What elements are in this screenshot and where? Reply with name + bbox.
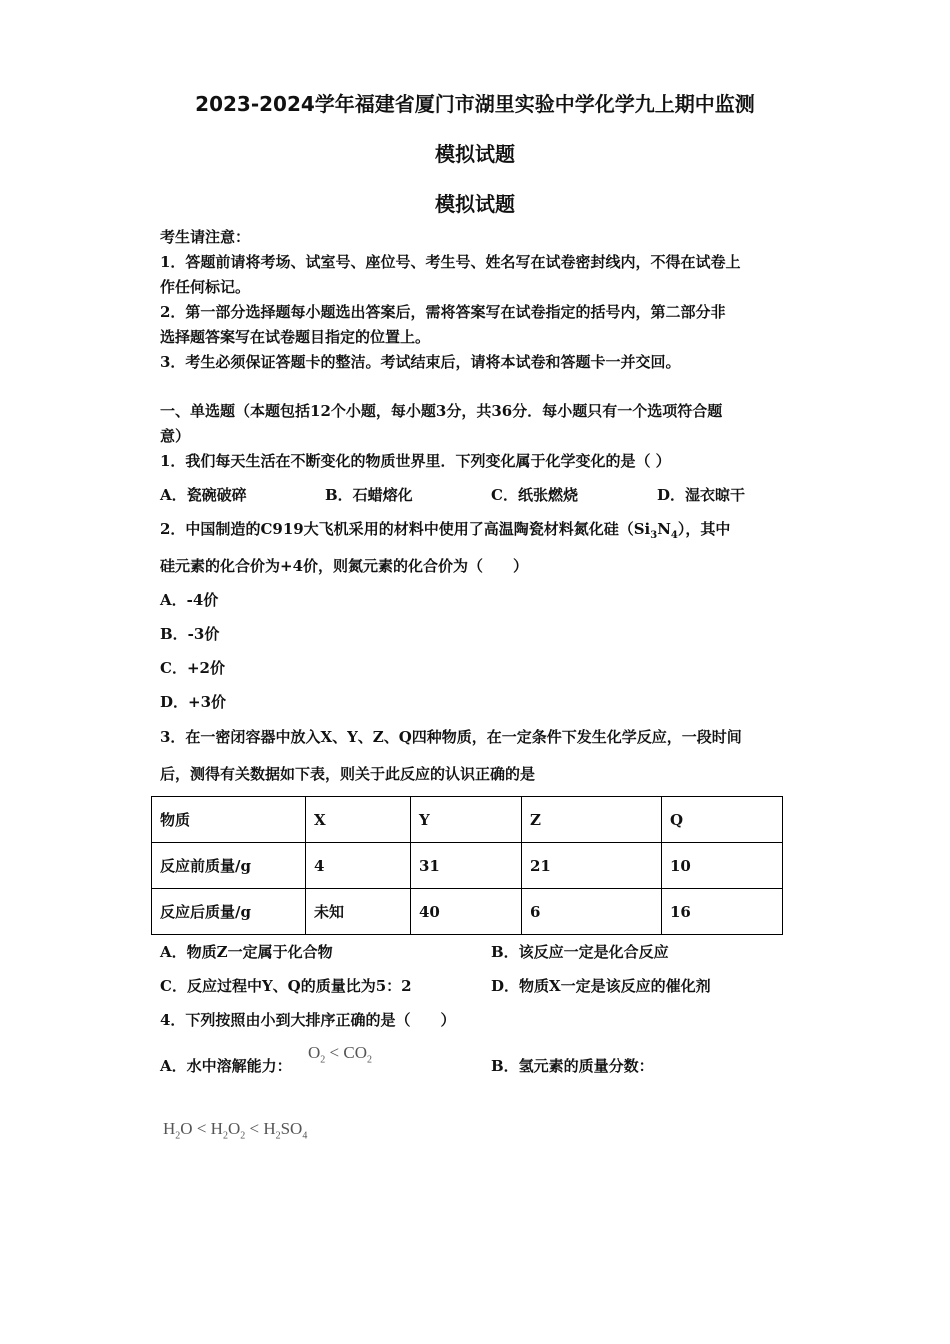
section1-heading-a: 一、单选题（本题包括12个小题，每小题3分，共36分．每小题只有一个选项符合题: [160, 402, 723, 420]
q3-stem-b: 后，测得有关数据如下表，则关于此反应的认识正确的是: [160, 765, 536, 783]
table-cell: 未知: [306, 889, 411, 935]
q2-option-c: C．+2价: [160, 659, 225, 677]
formula-sub: 2: [240, 1130, 246, 1142]
notice-item3: 3．考生必须保证答题卡的整洁。考试结束后，请将本试卷和答题卡一并交回。: [160, 353, 681, 371]
table-cell: X: [306, 797, 411, 843]
q2-option-d: D．+3价: [160, 693, 227, 711]
notice-item2-b: 选择题答案写在试卷题目指定的位置上。: [160, 328, 431, 346]
formula-part: CO: [343, 1043, 367, 1062]
table-cell: 反应后质量/g: [152, 889, 306, 935]
table-cell: Y: [411, 797, 522, 843]
table-cell: 6: [522, 889, 662, 935]
table-cell: Z: [522, 797, 662, 843]
formula-part: <: [245, 1119, 264, 1138]
q2-formula-n: N: [657, 520, 671, 538]
q4-option-a-formula: [308, 1043, 372, 1065]
q1-option-a: A．瓷碗破碎: [160, 486, 247, 504]
q2-option-a: A．-4价: [160, 591, 219, 609]
q2-formula-sub1: 3: [650, 530, 658, 541]
formula-part: SO: [280, 1119, 303, 1138]
notice-item2-a: 2．第一部分选择题每小题选出答案后，需将答案写在试卷指定的括号内，第二部分非: [160, 303, 726, 321]
table-cell: 物质: [152, 797, 306, 843]
table-cell: 4: [306, 843, 411, 889]
q1-option-b: B．石蜡熔化: [325, 486, 413, 504]
formula-sub: 2: [275, 1130, 281, 1142]
table-cell: Q: [662, 797, 783, 843]
q2-option-b: B．-3价: [160, 625, 220, 643]
exam-title-line2: 模拟试题: [435, 142, 515, 166]
table-row: [152, 843, 783, 889]
q2-formula-sub2: 4: [670, 530, 678, 541]
q3-option-c: C．反应过程中Y、Q的质量比为5：2: [160, 977, 412, 995]
notice-item1-a: 1．答题前请将考场、试室号、座位号、考生号、姓名写在试卷密封线内，不得在试卷上: [160, 253, 741, 271]
section1-heading-b: 意）: [160, 427, 191, 445]
q2-stem-a-pre: 2．中国制造的C919大飞机采用的材料中使用了高温陶瓷材料氮化硅（Si: [160, 520, 651, 538]
formula-sub: 2: [367, 1054, 372, 1066]
formula-part: O: [227, 1119, 241, 1138]
q2-stem-a-post: ），其中: [677, 520, 731, 538]
table-cell: 16: [662, 889, 783, 935]
q4-option-b-formula: [163, 1119, 307, 1141]
q3-option-a: A．物质Z一定属于化合物: [160, 943, 333, 961]
q4-option-a: A．水中溶解能力：: [160, 1057, 292, 1075]
formula-part: H: [263, 1119, 276, 1138]
formula-sub: 2: [320, 1054, 326, 1066]
table-header-row: [152, 797, 783, 843]
q1-option-d: D．湿衣晾干: [657, 486, 746, 504]
formula-sub: 2: [222, 1130, 228, 1142]
q4-stem: 4．下列按照由小到大排序正确的是（ ）: [160, 1011, 456, 1029]
table-cell: 31: [411, 843, 522, 889]
formula-part: O: [308, 1043, 321, 1062]
table-cell: 21: [522, 843, 662, 889]
exam-title-line3: 模拟试题: [435, 192, 515, 216]
q1-option-c: C．纸张燃烧: [491, 486, 578, 504]
q2-stem-b: 硅元素的化合价为+4价，则氮元素的化合价为（ ）: [160, 557, 529, 575]
notice-heading: 考生请注意：: [160, 228, 251, 246]
q3-option-b: B．该反应一定是化合反应: [491, 943, 669, 961]
formula-sub: 2: [175, 1130, 181, 1142]
table-cell: 40: [411, 889, 522, 935]
q2-stem-a: [160, 519, 730, 546]
table-cell: 10: [662, 843, 783, 889]
formula-part: <: [192, 1119, 211, 1138]
table-cell: 反应前质量/g: [152, 843, 306, 889]
q3-data-table: [151, 796, 783, 935]
q3-option-d: D．物质X一定是该反应的催化剂: [491, 977, 711, 995]
formula-part: H: [163, 1119, 176, 1138]
formula-part: <: [325, 1043, 344, 1062]
formula-part: O: [180, 1119, 193, 1138]
formula-part: H: [210, 1119, 223, 1138]
q1-stem: 1．我们每天生活在不断变化的物质世界里．下列变化属于化学变化的是（ ）: [160, 452, 671, 470]
notice-item1-b: 作任何标记。: [160, 278, 251, 296]
exam-title-line1: 2023-2024学年福建省厦门市湖里实验中学化学九上期中监测: [195, 92, 755, 116]
table-row: [152, 889, 783, 935]
formula-sub: 4: [302, 1130, 308, 1142]
q4-option-b: B．氢元素的质量分数：: [491, 1057, 654, 1075]
q3-stem-a: 3．在一密闭容器中放入X、Y、Z、Q四种物质，在一定条件下发生化学反应，一段时间: [160, 728, 742, 746]
